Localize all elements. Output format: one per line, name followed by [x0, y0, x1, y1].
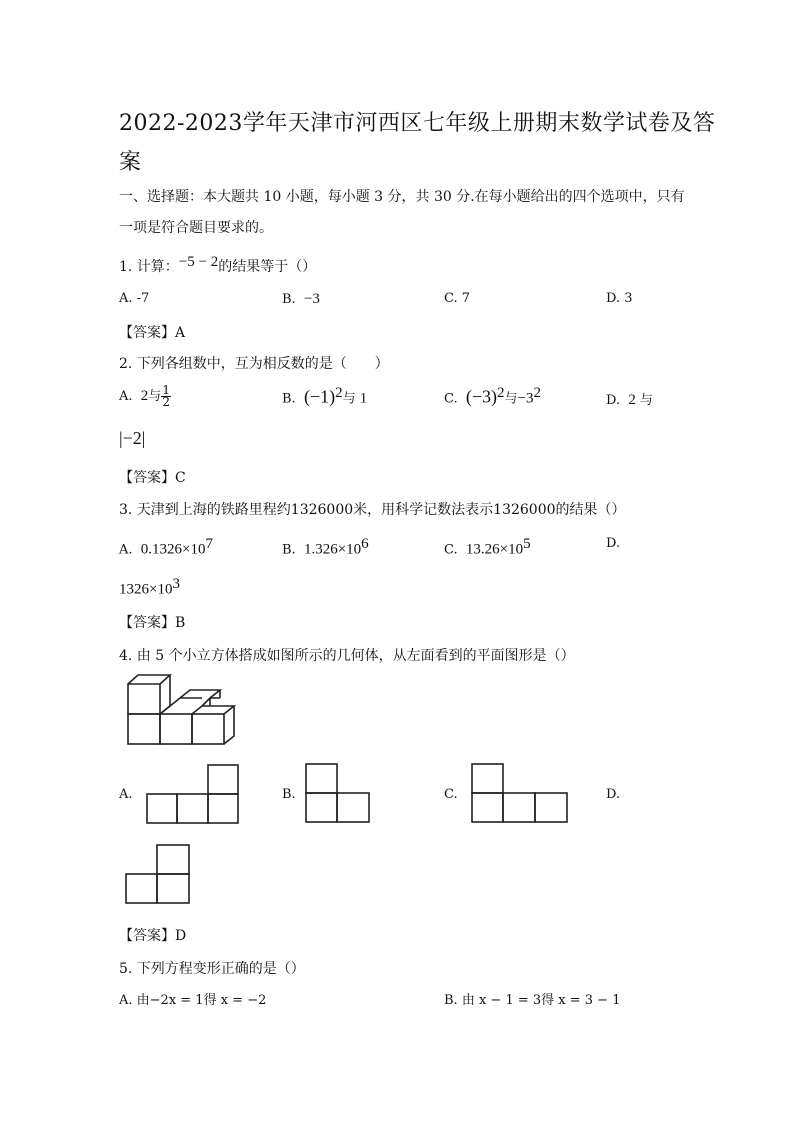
- fraction: [161, 385, 171, 408]
- question-5: 5. 下列方程变形正确的是（）: [119, 961, 305, 977]
- q1-option-b: [282, 291, 320, 308]
- q2-answer: [119, 467, 186, 487]
- q3-option-a-label: A.: [119, 542, 133, 558]
- q3-option-d-exponent: 3: [172, 576, 180, 592]
- q2-option-a: [119, 385, 171, 408]
- q1-option-c: C. 7: [444, 291, 471, 306]
- q2-option-c-base: (−3): [465, 386, 498, 407]
- q3-option-c-exponent: 5: [523, 536, 531, 552]
- q2-option-d: [606, 389, 653, 409]
- section-instructions-cont: 一项是符合题目要求的。: [119, 220, 273, 236]
- q4-option-c-figure: [471, 762, 569, 825]
- q2-option-b-base: (−1): [303, 386, 336, 407]
- q3-option-b-mantissa: 1.326×10: [303, 541, 362, 558]
- q5-option-b: B. 由 x − 1 = 3得 x = 3 − 1: [444, 993, 621, 1008]
- question-1: [119, 256, 316, 276]
- page-title-cont: 案: [119, 150, 142, 175]
- q3-option-b-exponent: 6: [361, 536, 369, 552]
- q2-option-c: [444, 385, 541, 407]
- q4-option-b-label: B.: [282, 787, 296, 802]
- q3-answer: [119, 612, 185, 632]
- q3-option-a-mantissa: 0.1326×10: [140, 541, 206, 558]
- question-1-tail: 的结果等于（）: [218, 259, 317, 275]
- q1-answer: [119, 322, 185, 342]
- q3-option-d-value: [119, 576, 180, 598]
- q4-option-b-figure: [305, 762, 371, 825]
- answer-label: 【答案】: [119, 470, 175, 486]
- q2-option-c-with: 与: [504, 391, 518, 407]
- q2-option-c-exponent: 2: [497, 385, 505, 401]
- q1-option-d: D. 3: [606, 291, 633, 306]
- q3-option-c: [444, 536, 531, 558]
- q3-option-c-label: C.: [444, 542, 458, 558]
- answer-value: C: [175, 470, 186, 486]
- question-4: 4. 由 5 个小立方体搭成如图所示的几何体，从左面看到的平面图形是（）: [119, 648, 575, 664]
- q2-option-d-value: |−2|: [119, 428, 146, 448]
- q2-option-b-right: 1: [359, 390, 368, 407]
- q3-option-b: [282, 536, 369, 558]
- cube-solid-figure: [124, 672, 242, 748]
- q1-option-b-value: −3: [303, 291, 320, 307]
- answer-value: A: [175, 325, 186, 341]
- q3-option-d-label: D.: [606, 536, 621, 551]
- q3-option-c-mantissa: 13.26×10: [465, 541, 524, 558]
- q4-option-c-label: C.: [444, 787, 458, 802]
- answer-label: 【答案】: [119, 928, 175, 944]
- answer-value: D: [175, 928, 187, 944]
- q2-option-d-left: 2: [628, 392, 636, 408]
- fraction-numerator: 1: [162, 383, 170, 397]
- question-1-expression: −5 − 2: [178, 254, 219, 270]
- question-3: 3. 天津到上海的铁路里程约1326000米，用科学记数法表示1326000的结果（）: [119, 502, 626, 518]
- q2-option-c-label: C.: [444, 391, 458, 407]
- answer-label: 【答案】: [119, 615, 175, 631]
- section-instructions: 一、选择题：本大题共 10 小题，每小题 3 分，共 30 分.在每小题给出的四个选项中，只有: [119, 189, 685, 205]
- question-2: 2. 下列各组数中，互为相反数的是（ ）: [119, 356, 389, 372]
- q3-option-a-exponent: 7: [205, 536, 214, 552]
- q2-option-c-right: −3: [517, 390, 534, 407]
- q2-option-b: [282, 385, 367, 407]
- page-title: 2022-2023学年天津市河西区七年级上册期末数学试卷及答: [119, 111, 716, 136]
- q1-option-a: A. -7: [119, 291, 150, 306]
- q2-option-a-label: A.: [119, 389, 133, 404]
- q2-option-a-with: 与: [148, 389, 162, 404]
- q4-option-a-label: A.: [119, 787, 133, 802]
- question-1-stem: 1. 计算：: [119, 259, 179, 275]
- answer-label: 【答案】: [119, 325, 175, 341]
- q3-option-a: [119, 536, 213, 558]
- q4-answer: [119, 925, 186, 945]
- fraction-denominator: 2: [162, 395, 170, 409]
- q2-option-c-right-exponent: 2: [533, 385, 542, 401]
- q1-option-b-label: B.: [282, 292, 296, 307]
- q3-option-d-mantissa: 1326×10: [119, 581, 173, 598]
- q5-option-a: A. 由−2x = 1得 x = −2: [119, 993, 267, 1008]
- q2-option-d-label: D.: [606, 393, 621, 408]
- q2-option-d-with: 与: [640, 393, 654, 408]
- q2-option-b-with: 与: [342, 391, 356, 407]
- answer-value: B: [175, 615, 186, 631]
- q4-option-a-figure: [146, 763, 240, 825]
- q4-option-d-figure: [125, 843, 191, 906]
- q2-option-a-left: 2: [140, 388, 149, 404]
- q3-option-b-label: B.: [282, 542, 296, 558]
- q2-option-b-exponent: 2: [335, 385, 343, 401]
- q4-option-d-label: D.: [606, 787, 621, 802]
- q2-option-b-label: B.: [282, 391, 296, 407]
